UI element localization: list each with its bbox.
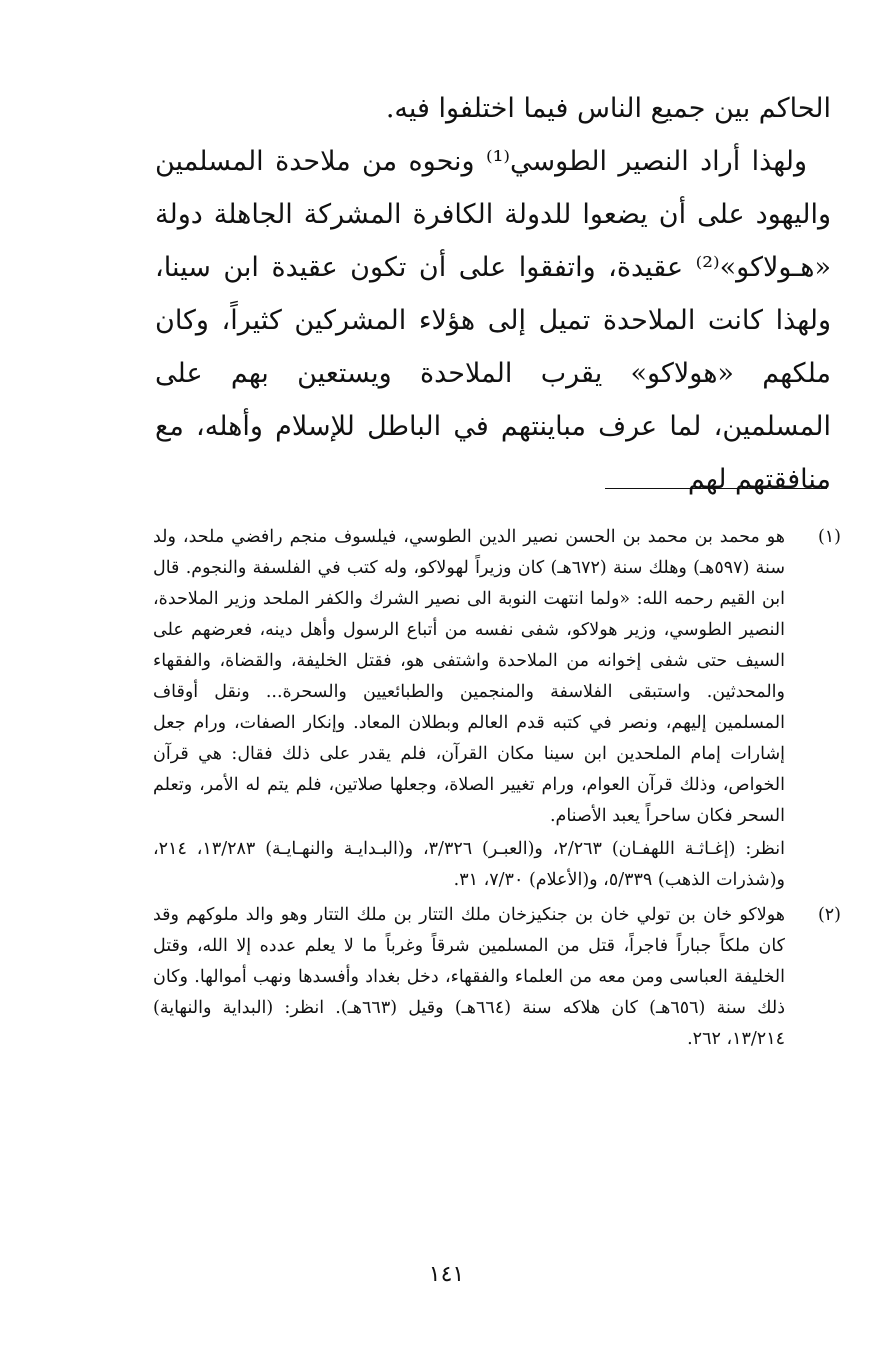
page-number: ١٤١ [428,1262,465,1287]
paragraph-1: الحاكم بين جميع الناس فيما اختلفوا فيه. [385,93,831,124]
footnote-2-body [153,900,785,1055]
footnotes-section [153,522,841,1055]
footnote-2-text: هولاكو خان بن تولي خان بن جنكيزخان ملك التتار بن ملك التتار وهو والد ملوكهم وقد كان ملكاً جباراً فاجراً، قتل من المسلمين شرقاً وغرباً ما لا يعلم عدده إلا الله، وقتل الخليفة العباسى ومن معه من العلماء والفقهاء، دخل بغداد وأفسدها ونهب أموالها. وكان ذلك سنة (٦٥٦هـ) كان هلاكه سنة (٦٦٤هـ) وقيل (٦٦٣هـ). انظر: (البداية والنهاية) ١٣/٢١٤، ٢٦٢. [153,905,785,1049]
footnote-1 [153,522,841,896]
footnote-2 [153,900,841,1055]
footnote-1-source: انظر: (إغـاثـة اللهفـان) ٢/٢٦٣، و(العبـر) ٣/٣٢٦، و(البـدايـة والنهـايـة) ١٣/٢٨٣، ٢١٤، و(شذرات الذهب) ٥/٣٣٩، و(الأعلام) ٧/٣٠، ٣١. [153,839,785,890]
footnote-2-number: (٢) [817,905,841,925]
footnote-1-number: (١) [817,527,841,547]
main-text-block [155,82,831,506]
footnote-1-body [153,522,785,896]
paragraph-2: ولهذا أراد النصير الطوسي⁽¹⁾ ونحوه من ملاحدة المسلمين واليهود على أن يضعوا للدولة الكافرة المشركة الجاهلة دولة «هـولاكو»⁽²⁾ عقيدة، واتفقوا على أن تكون عقيدة ابن سينا، ولهذا كانت الملاحدة تميل إلى هؤلاء المشركين كثيراً، وكان ملكهم «هولاكو» يقرب الملاحدة ويستعين بهم على المسلمين، لما عرف مباينتهم في الباطل للإسلام وأهله، مع منافقتهم لهم [155,146,831,495]
footnote-divider [605,488,827,489]
footnote-1-text: هو محمد بن محمد بن الحسن نصير الدين الطوسي، فيلسوف منجم رافضي ملحد، ولد سنة (٥٩٧هـ) وهلك سنة (٦٧٢هـ) كان وزيراً لهولاكو، وله كتب في الفلسفة والنجوم. قال ابن القيم رحمه الله: «ولما انتهت النوبة الى نصير الشرك والكفر الملحد وزير الملاحدة، النصير الطوسي، وزير هولاكو، شفى نفسه من أتباع الرسول وأهل دينه، فعرضهم على السيف حتى شفى إخوانه من الملاحدة واشتفى هو، فقتل الخليفة، والقضاة، والفقهاء والمحدثين. واستبقى الفلاسفة والمنجمين والطبائعيين والسحرة... ونقل أوقاف المسلمين إليهم، ونصر في كتبه قدم العالم وبطلان المعاد. وإنكار الصفات، ورام جعل إشارات إمام الملحدين ابن سينا مكان القرآن، فلم يقدر على ذلك فقال: هي قرآن الخواص، وذلك قرآن العوام، ورام تغيير الصلاة، وجعلها صلاتين، فلم يتم له الأمر، وتعلم السحر فكان ساحراً يعبد الأصنام. [153,527,786,826]
